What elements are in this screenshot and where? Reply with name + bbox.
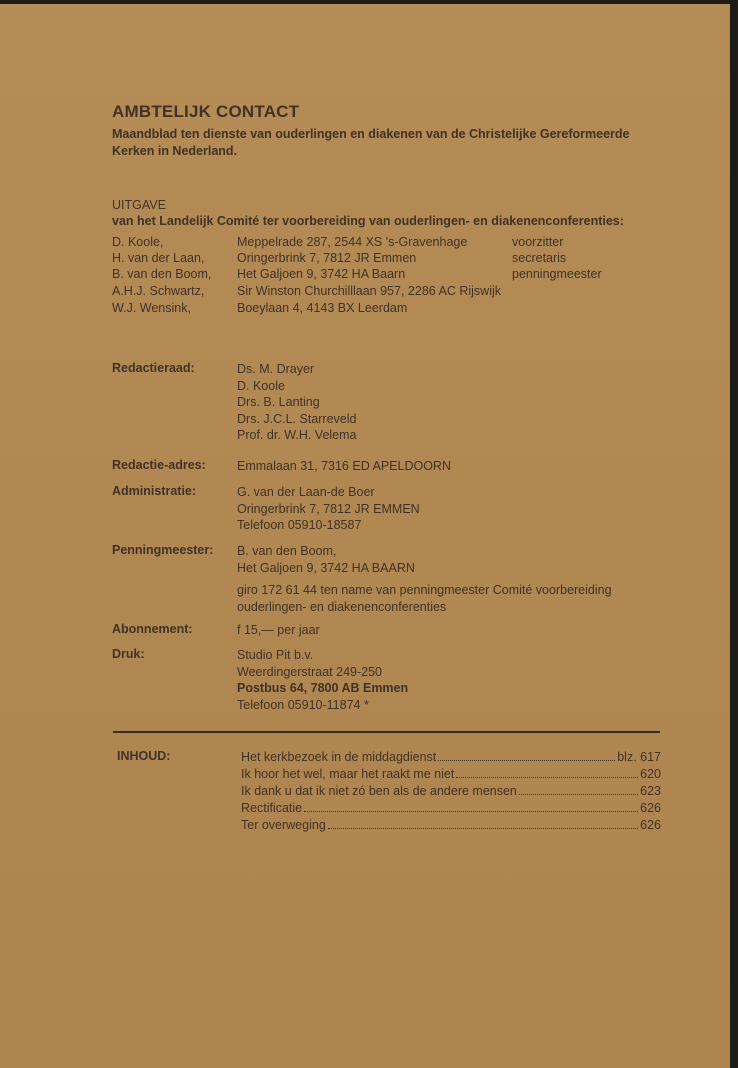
member-name: A.H.J. Schwartz,	[112, 284, 205, 298]
administratie-line: Oringerbrink 7, 7812 JR EMMEN	[237, 501, 420, 516]
magazine-subtitle: Maandblad ten dienste van ouderlingen en diakenen van de Christelijke Gereformeerde Kerken in Nederland.	[112, 127, 630, 158]
toc-entry-title: Het kerkbezoek in de middagdienst	[241, 750, 437, 764]
scan-edge-right	[730, 0, 738, 1068]
toc-leader	[328, 828, 638, 829]
administratie-label: Administratie:	[112, 484, 197, 498]
administratie-line: Telefoon 05910-18587	[237, 518, 362, 532]
member-name: D. Koole,	[112, 235, 164, 249]
administratie-value	[237, 484, 667, 534]
member-role: secretaris	[512, 251, 567, 265]
member-role: voorzitter	[512, 235, 564, 249]
printer-postbus: Postbus 64, 7800 AB Emmen	[237, 681, 409, 695]
member-address: Boeylaan 4, 4143 BX Leerdam	[237, 301, 408, 315]
member-name: B. van den Boom,	[112, 267, 212, 281]
member-address: Oringerbrink 7, 7812 JR Emmen	[237, 251, 417, 265]
redactie-adres-label: Redactie-adres:	[112, 458, 206, 472]
member-name: H. van der Laan,	[112, 251, 205, 265]
editor-name: Drs. J.C.L. Starreveld	[237, 411, 357, 426]
table-of-contents	[241, 749, 661, 834]
toc-leader	[304, 811, 638, 812]
toc-entry-page: blz. 617	[617, 750, 661, 764]
redactieraad-list	[237, 361, 667, 444]
administratie-line: G. van der Laan-de Boer	[237, 485, 375, 499]
abonnement-label: Abonnement:	[112, 622, 193, 636]
editor-name: D. Koole	[237, 378, 285, 393]
publisher-heading: UITGAVE	[112, 198, 166, 212]
toc-entry-title: Ter overweging	[241, 818, 326, 832]
member-address: Meppelrade 287, 2544 XS 's-Gravenhage	[237, 235, 468, 249]
toc-entry	[241, 783, 661, 800]
penningmeester-line: Het Galjoen 9, 3742 HA BAARN	[237, 560, 415, 575]
abonnement-value	[237, 622, 667, 639]
toc-entry	[241, 766, 661, 783]
toc-leader	[456, 777, 638, 778]
toc-entry-title: Rectificatie	[241, 801, 303, 815]
redactie-adres-line: Emmalaan 31, 7316 ED APELDOORN	[237, 459, 451, 473]
magazine-title: AMBTELIJK CONTACT	[112, 102, 300, 121]
printer-line: Studio Pit b.v.	[237, 648, 314, 662]
toc-entry-page: 626	[640, 818, 661, 832]
toc-entry-title: Ik hoor het wel, maar het raakt me niet	[241, 767, 455, 781]
member-address: Sir Winston Churchilllaan 957, 2286 AC Rijswijk	[237, 284, 502, 298]
editor-name: Prof. dr. W.H. Velema	[237, 428, 357, 442]
scan-edge-top	[0, 0, 738, 4]
member-name: W.J. Wensink,	[112, 301, 191, 315]
toc-entry	[241, 749, 661, 766]
penningmeester-label: Penningmeester:	[112, 543, 214, 557]
editor-name: Drs. B. Lanting	[237, 395, 320, 409]
editor-name: Ds. M. Drayer	[237, 362, 315, 376]
redactieraad-label: Redactieraad:	[112, 361, 195, 375]
member-address: Het Galjoen 9, 3742 HA Baarn	[237, 267, 406, 281]
subscription-price: f 15,— per jaar	[237, 623, 320, 637]
printer-phone: Telefoon 05910-11874 *	[237, 697, 369, 712]
giro-info: giro 172 61 44 ten name van penningmeester Comité voorbereiding ouderlingen- en diakenenconferenties	[237, 583, 612, 614]
druk-value	[237, 647, 667, 713]
penningmeester-line: B. van den Boom,	[237, 544, 337, 558]
toc-entry-page: 623	[640, 784, 661, 798]
toc-entry-title: Ik dank u dat ik niet zó ben als de andere mensen	[241, 784, 517, 798]
toc-entry	[241, 817, 661, 834]
druk-label: Druk:	[112, 647, 145, 661]
toc-leader	[438, 760, 615, 761]
penningmeester-value	[237, 543, 667, 615]
toc-entry	[241, 800, 661, 817]
toc-entry-page: 620	[640, 767, 661, 781]
section-divider	[113, 731, 660, 733]
contents-label: INHOUD:	[117, 749, 171, 763]
printer-line: Weerdingerstraat 249-250	[237, 664, 382, 679]
redactie-adres-value	[237, 458, 667, 475]
toc-leader	[519, 794, 638, 795]
toc-entry-page: 626	[640, 801, 661, 815]
member-role: penningmeester	[512, 267, 602, 281]
publisher-description: van het Landelijk Comité ter voorbereiding van ouderlingen- en diakenenconferenties:	[112, 214, 624, 228]
